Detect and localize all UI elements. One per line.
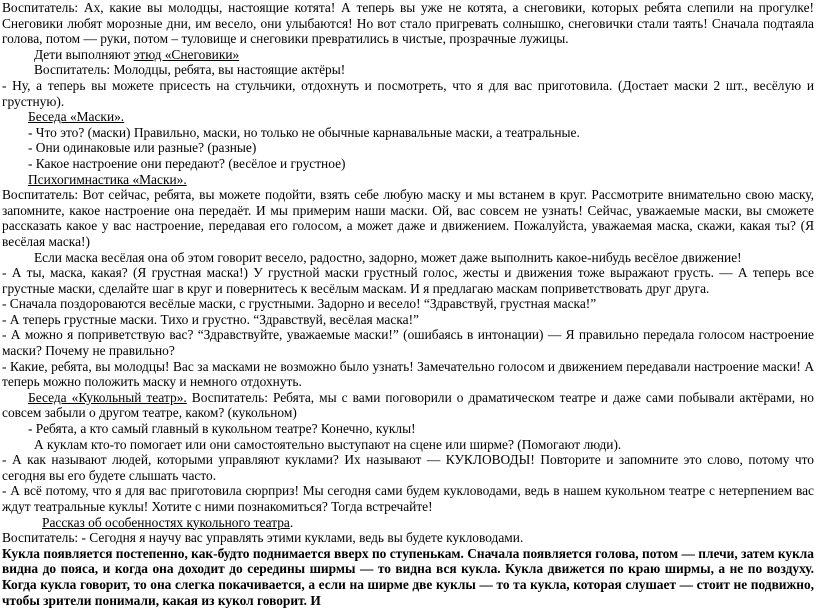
paragraph-same-or-different: - Они одинаковые или разные? (разные)	[28, 140, 257, 156]
heading-psycho-gymnastics	[2, 172, 814, 188]
puppet-features-link[interactable]: Рассказ об особенностях кукольного театра	[42, 514, 290, 530]
heading-masks-talk	[2, 109, 814, 125]
paragraph-surprise: - А всё потому, что я для вас приготовила сюрприз! Мы сегодня сами будем кукловодами, ведь в нашем кукольном театре с нетерпением вас ждут театральные куклы! Хотите с ними познакомиться? Тогда встречайте!	[2, 483, 814, 514]
paragraph-etude	[2, 47, 814, 63]
paragraph-mood: - Какое настроение они передают? (весёлое и грустное)	[28, 155, 346, 171]
paragraph-puppet-theatre	[2, 390, 814, 421]
masks-talk-link[interactable]: Беседа «Маски».	[28, 109, 125, 125]
puppet-theatre-text: Воспитатель: Ребята, мы с вами поговорили о драматическом театре и даже сами побывали актёрами, но совсем забыли о другом театре, каком? (кукольном)	[2, 389, 814, 421]
paragraph-circle: Воспитатель: Вот сейчас, ребята, вы можете подойти, взять себе любую маску и мы встанем в круг. Рассмотрите внимательно свою маску, запомните, какое настроение она передаёт. И мы примерим наши маски. Ой, вас совсем не узнать! Сейчас, уважаемые маски, вы сможете рассказать какое у вас настроение, передавая его голосом, а может даже и движением. Пожалуйста, уважаемая маска, скажи, какая ты? (Я весёлая маска!)	[2, 187, 814, 249]
paragraph-puppeteers: - А как называют людей, которыми управляют куклами? Их называют — КУКЛОВОДЫ! Повторите и запомните это слово, потому что сегодня вы его будете слышать часто.	[2, 452, 814, 483]
psycho-gymnastics-link[interactable]: Психогимнастика «Маски».	[28, 171, 187, 187]
etude-snowmen-link[interactable]: этюд «Снеговики»	[133, 46, 240, 62]
paragraph-greet-teacher: - А можно я поприветствую вас? “Здравствуйте, уважаемые маски!” (ошибаясь в интонации) — Я правильно передала голосом настроение маски? Почему не правильно?	[2, 327, 814, 359]
paragraph-snowmen-intro: Воспитатель: Ах, какие вы молодцы, настоящие котята! А теперь вы уже не котята, а снеговики, которых ребята слепили на прогулке! Снеговики любят морозные дни, им весело, они улыбаются! Но вот стало пригревать солнышко, снеговички стали таять! Сначала подтаяла голова, потом — руки, потом – туловище и снеговики превратились в чистые, прозрачные лужицы.	[2, 0, 814, 47]
paragraph-sad-mask: - А ты, маска, какая? (Я грустная маска!) У грустной маски грустный голос, жесты и движения тоже выражают грусть. — А теперь все грустные маски, сделайте шаг в круг и повернитесь к весёлым маскам. И я предлагаю маскам поприветствовать друг друга.	[2, 265, 814, 296]
paragraph-teach-control: Воспитатель: - Сегодня я научу вас управлять этими куклами, ведь вы будете кукловодами.	[2, 530, 524, 546]
paragraph-masks-intro: - Ну, а теперь вы можете присесть на стульчики, отдохнуть и посмотреть, что я для вас приготовила. (Достает маски 2 шт., весёлую и грустную).	[2, 77, 814, 109]
paragraph-who-helps: А куклам кто-то помогает или они самостоятельно выступают на сцене или ширме? (Помогают люди).	[34, 436, 622, 452]
paragraph-main-in-theatre: - Ребята, а кто самый главный в кукольном театре? Конечно, куклы!	[28, 421, 416, 437]
puppet-features-period: .	[289, 514, 294, 530]
paragraph-praise: Воспитатель: Молодцы, ребята, вы настоящие актёры!	[34, 62, 346, 78]
paragraph-well-done: - Какие, ребята, вы молодцы! Вас за масками не возможно было узнать! Замечательно голосом и движением передавали настроение маски! А теперь можно положить маску и немного отдохнуть.	[2, 358, 814, 390]
heading-puppet-features	[2, 515, 814, 531]
paragraph-greet-sad: - А теперь грустные маски. Тихо и грустно. “Здравствуй, весёлая маска!”	[2, 311, 419, 327]
paragraph-what-is-it: - Что это? (маски) Правильно, маски, но только не обычные карнавальные маски, а театральные.	[28, 124, 580, 140]
paragraph-puppet-movement: Кукла появляется постепенно, как-будто поднимается вверх по ступенькам. Сначала появляется голова, потом — плечи, затем кукла видна до пояса, и когда она доходит до середины ширмы — то видна вся кукла. Кукла движется по краю ширмы, а не по воздуху. Когда кукла говорит, то она слегка покачивается, а если на ширме две куклы — то та кукла, которая слушает — стоит не подвижно, чтобы зрители понимали, какая из кукол говорит. И	[2, 545, 814, 608]
paragraph-cheerful-mask: Если маска весёлая она об этом говорит весело, радостно, задорно, может даже выполнить какое-нибудь весёлое движение!	[34, 249, 742, 265]
etude-prefix: Дети выполняют	[34, 46, 134, 62]
paragraph-greet-cheerful: - Сначала поздороваются весёлые маски, с грустными. Задорно и весело! “Здравствуй, грустная маска!”	[2, 296, 597, 312]
puppet-theatre-link[interactable]: Беседа «Кукольный театр».	[28, 389, 187, 405]
